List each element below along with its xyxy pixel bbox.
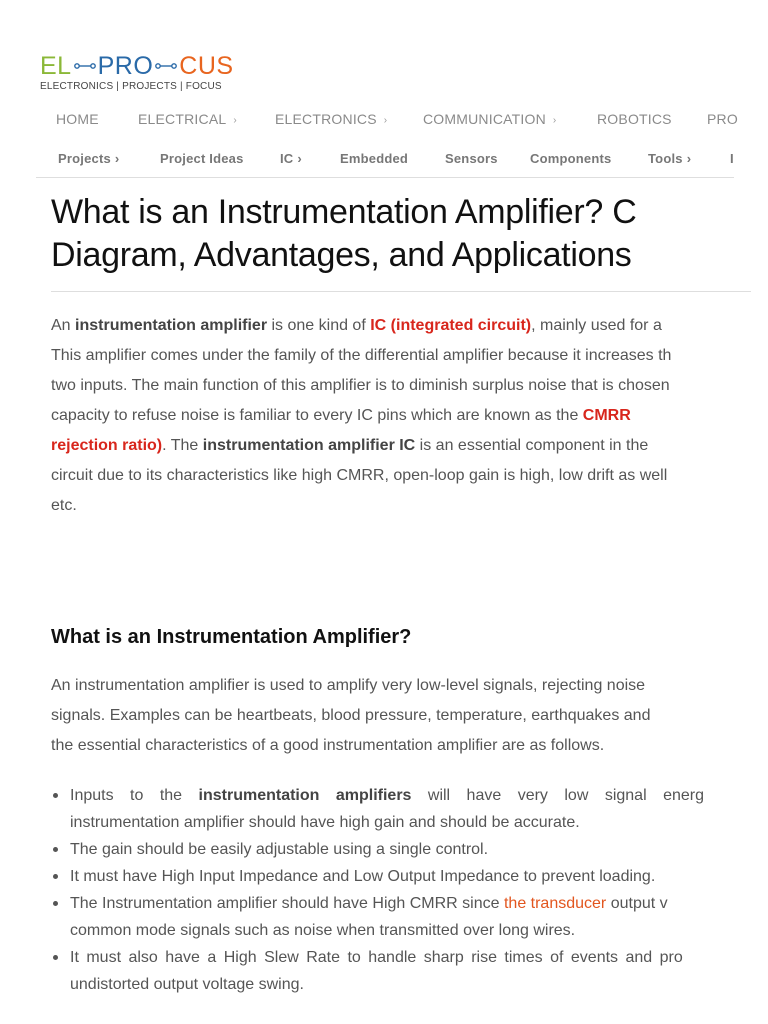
intro-paragraph	[51, 311, 734, 521]
text: An	[51, 317, 76, 334]
nav-item-label: HOME	[56, 111, 99, 127]
sub-nav	[36, 142, 734, 178]
chevron-right-icon: ›	[686, 151, 692, 166]
logo-connector-icon	[74, 61, 96, 71]
nav-item-label: PRO	[707, 111, 738, 127]
subnav-item-label: IC	[280, 151, 294, 166]
chevron-right-icon: ›	[297, 151, 302, 166]
cmrr-link[interactable]: CMRR	[582, 407, 631, 424]
subnav-item-projects[interactable]	[58, 151, 119, 166]
text-line	[51, 401, 734, 431]
chevron-right-icon: ›	[233, 115, 237, 126]
text-line: undistorted output voltage swing.	[70, 976, 304, 993]
text-line: This amplifier comes under the family of the differential amplifier because it increases th	[51, 347, 672, 364]
text: It must also have a High Slew Rate to handle sharp rise times of events and pro	[70, 949, 683, 966]
text-line: An instrumentation amplifier is used to amplify very low-level signals, rejecting noise	[51, 677, 646, 694]
text: It must have High Input Impedance and Low Output Impedance to prevent loading.	[70, 868, 656, 885]
logo-pro: PRO	[97, 52, 154, 80]
bold-term: instrumentation amplifier	[75, 317, 268, 334]
nav-item-electrical[interactable]	[138, 111, 237, 127]
logo-cus: CUS	[179, 52, 234, 80]
text: . The	[162, 437, 203, 454]
nav-item-label: ROBOTICS	[597, 111, 672, 127]
bold-term: instrumentation amplifier IC	[202, 437, 416, 454]
nav-item-robotics[interactable]	[597, 111, 672, 127]
subnav-item-more[interactable]	[730, 151, 734, 166]
subnav-item-label: Projects	[58, 151, 111, 166]
list-item	[51, 890, 734, 944]
subnav-item-label: Project Ideas	[160, 151, 244, 166]
subnav-item-ic[interactable]	[280, 151, 302, 166]
text-line	[51, 431, 734, 461]
section-heading: What is an Instrumentation Amplifier?	[51, 626, 412, 648]
chevron-right-icon: ›	[552, 115, 557, 126]
text: Inputs to the	[70, 787, 199, 804]
text-line: common mode signals such as noise when transmitted over long wires.	[70, 922, 576, 939]
article	[51, 185, 734, 1024]
text-line: two inputs. The main function of this amplifier is to diminish surplus noise that is chosen	[51, 377, 670, 394]
list-item	[51, 836, 734, 863]
text-line	[51, 311, 734, 341]
ic-link[interactable]: IC (integrated circuit)	[370, 317, 532, 334]
subnav-item-project-ideas[interactable]	[160, 151, 244, 166]
logo-connector-icon	[155, 61, 177, 71]
list-item	[51, 863, 734, 890]
subnav-item-sensors[interactable]	[445, 151, 498, 166]
subnav-item-label: Components	[530, 151, 612, 166]
nav-item-label: COMMUNICATION	[423, 111, 546, 127]
characteristics-list	[51, 782, 734, 998]
nav-item-home[interactable]	[56, 111, 99, 127]
chevron-right-icon: ›	[114, 151, 120, 166]
cmrr-link-continued[interactable]: rejection ratio)	[51, 437, 163, 454]
subnav-item-label: Sensors	[445, 151, 498, 166]
page-title-line: What is an Instrumentation Amplifier? C	[51, 193, 637, 231]
transducer-link[interactable]: the transducer	[503, 895, 607, 912]
logo-wordmark	[40, 52, 240, 80]
list-item	[51, 944, 734, 998]
logo-tagline: ELECTRONICS | PROJECTS | FOCUS	[40, 81, 222, 92]
subnav-item-embedded[interactable]	[340, 151, 408, 166]
nav-item-projects[interactable]	[707, 111, 738, 127]
page-title-line: Diagram, Advantages, and Applications	[51, 236, 632, 274]
text: is one kind of	[267, 317, 371, 334]
title-divider	[51, 291, 751, 292]
text: , mainly used for a	[531, 317, 662, 334]
subnav-item-label: Tools	[648, 151, 683, 166]
page-title	[51, 191, 734, 277]
chevron-right-icon: ›	[383, 115, 388, 126]
text-line: the essential characteristics of a good instrumentation amplifier are as follows.	[51, 737, 605, 754]
text-line: etc.	[51, 497, 77, 514]
subnav-item-tools[interactable]	[648, 151, 691, 166]
subnav-item-label: I	[730, 151, 734, 166]
text: is an essential component in the	[415, 437, 649, 454]
nav-item-label: ELECTRICAL	[138, 111, 227, 127]
nav-item-communication[interactable]	[423, 111, 556, 127]
section-paragraph	[51, 671, 734, 761]
text: The Instrumentation amplifier should have High CMRR since	[70, 895, 504, 912]
bold-term: instrumentation amplifiers	[198, 787, 412, 804]
text-line: signals. Examples can be heartbeats, blood pressure, temperature, earthquakes and	[51, 707, 651, 724]
text-line: circuit due to its characteristics like high CMRR, open-loop gain is high, low drift as well	[51, 467, 668, 484]
logo-el: EL	[40, 52, 72, 80]
text-line: instrumentation amplifier should have high gain and should be accurate.	[70, 814, 580, 831]
list-item	[51, 782, 734, 836]
text: will have very low signal energ	[411, 787, 704, 804]
subnav-item-label: Embedded	[340, 151, 409, 166]
nav-item-label: ELECTRONICS	[275, 111, 377, 127]
site-logo[interactable]	[40, 52, 240, 94]
main-nav	[38, 103, 738, 135]
text: output v	[606, 895, 668, 912]
text: The gain should be easily adjustable using a single control.	[70, 841, 489, 858]
nav-item-electronics[interactable]	[275, 111, 387, 127]
subnav-item-components[interactable]	[530, 151, 611, 166]
text: capacity to refuse noise is familiar to every IC pins which are known as the	[51, 407, 583, 424]
